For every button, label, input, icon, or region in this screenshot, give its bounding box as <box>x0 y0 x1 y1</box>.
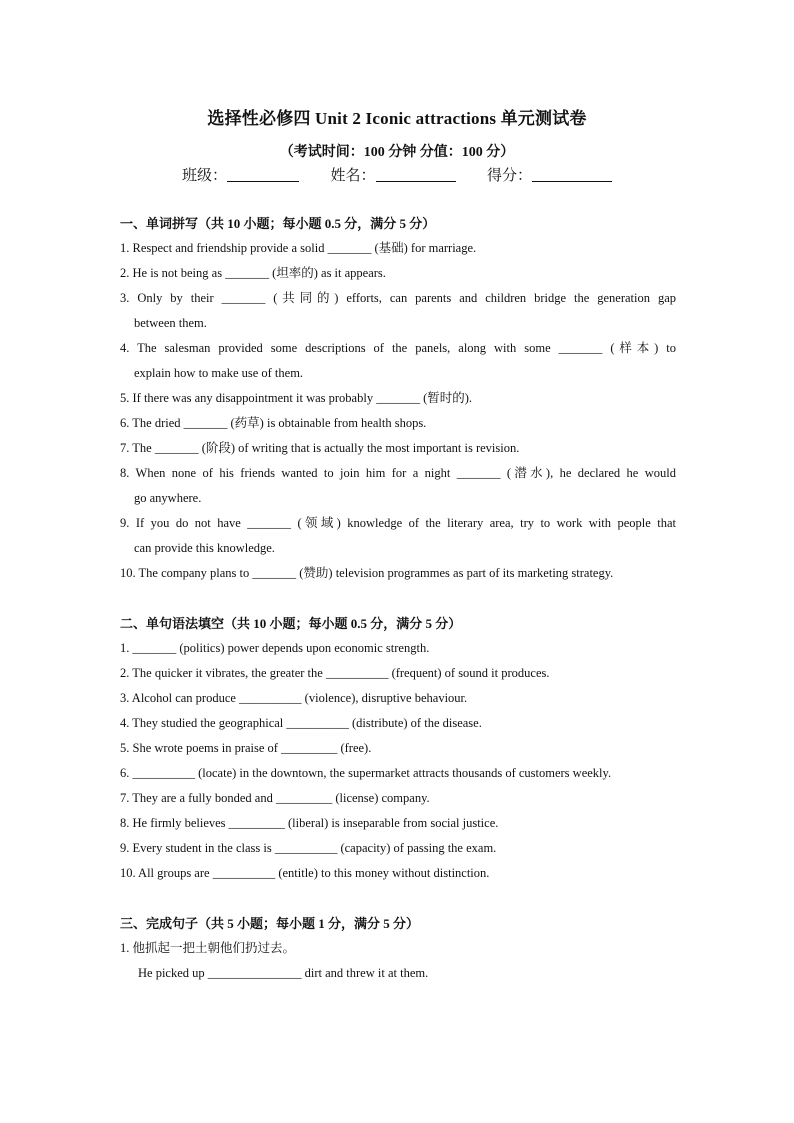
section-heading: 一、单词拼写（共 10 小题；每小题 0.5 分，满分 5 分） <box>120 216 436 231</box>
question-item: 10. The company plans to _______ (赞助) television programmes as part of its marketing strategy. <box>120 566 614 580</box>
question-item: 7. They are a fully bonded and _________ (license) company. <box>120 791 430 805</box>
question-item-english: He picked up _______________ dirt and threw it at them. <box>138 966 429 980</box>
question-item: 1. _______ (politics) power depends upon economic strength. <box>120 641 430 655</box>
question-item: 3. Alcohol can produce __________ (violence), disruptive behaviour. <box>120 691 468 705</box>
question-item-continued: can provide this knowledge. <box>134 541 275 555</box>
name-blank <box>376 165 456 182</box>
student-info-line <box>0 164 794 185</box>
class-label: 班级： <box>181 168 227 184</box>
class-blank <box>227 165 299 182</box>
question-item: 4. They studied the geographical __________ (distribute) of the disease. <box>120 716 482 730</box>
exam-subtitle: （考试时间：100 分钟 分值：100 分） <box>279 145 515 160</box>
question-item: 2. He is not being as _______ (坦率的) as it appears. <box>120 266 386 280</box>
section-heading: 三、完成句子（共 5 小题；每小题 1 分，满分 5 分） <box>120 916 420 931</box>
question-item: 4. The salesman provided some descriptions of the panels, along with some _______ (样本) to <box>120 341 676 355</box>
section-grammar-fill <box>120 612 676 886</box>
question-item: 8. When none of his friends wanted to join him for a night _______ (潜水), he declared he would <box>120 466 676 480</box>
question-item-continued: explain how to make use of them. <box>134 366 304 380</box>
question-item: 5. She wrote poems in praise of _________ (free). <box>120 741 372 755</box>
section-heading: 二、单句语法填空（共 10 小题；每小题 0.5 分，满分 5 分） <box>120 616 462 631</box>
section-sentence-completion <box>120 912 676 986</box>
score-blank <box>532 165 612 182</box>
question-item: 10. All groups are __________ (entitle) to this money without distinction. <box>120 866 490 880</box>
question-item: 5. If there was any disappointment it was probably _______ (暂时的). <box>120 391 473 405</box>
question-item: 3. Only by their _______ (共同的) efforts, can parents and children bridge the generation gap <box>120 291 676 305</box>
question-item-continued: between them. <box>134 316 207 330</box>
question-item: 1. Respect and friendship provide a solid _______ (基础) for marriage. <box>120 241 477 255</box>
score-label: 得分： <box>487 168 533 184</box>
question-item: 7. The _______ (阶段) of writing that is actually the most important is revision. <box>120 441 520 455</box>
question-item: 1. 他抓起一把土朝他们扔过去。 <box>120 941 296 955</box>
question-item: 8. He firmly believes _________ (liberal) is inseparable from social justice. <box>120 816 499 830</box>
section-word-spelling <box>120 212 676 586</box>
question-list <box>120 636 676 886</box>
question-list <box>120 936 676 986</box>
question-item: 2. The quicker it vibrates, the greater the __________ (frequent) of sound it produces. <box>120 666 550 680</box>
name-label: 姓名： <box>330 168 376 184</box>
question-item: 6. The dried _______ (药草) is obtainable from health shops. <box>120 416 427 430</box>
question-list <box>120 236 676 586</box>
page-title: 选择性必修四 Unit 2 Iconic attractions 单元测试卷 <box>207 109 587 128</box>
question-item-continued: go anywhere. <box>134 491 202 505</box>
question-item: 9. Every student in the class is __________ (capacity) of passing the exam. <box>120 841 497 855</box>
question-item: 6. __________ (locate) in the downtown, the supermarket attracts thousands of customers weekly. <box>120 766 612 780</box>
question-item: 9. If you do not have _______ (领域) knowledge of the literary area, try to work with people that <box>120 516 676 530</box>
